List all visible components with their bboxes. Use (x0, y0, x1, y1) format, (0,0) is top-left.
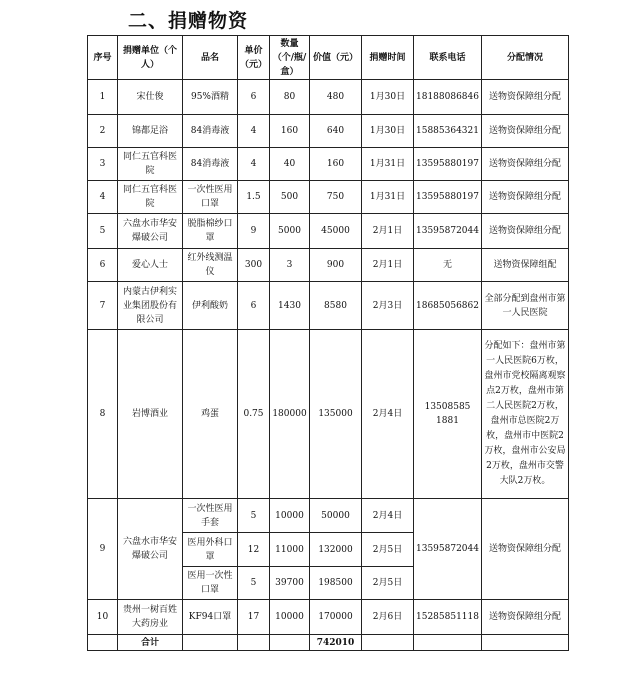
cell-item: KF94口罩 (183, 600, 238, 635)
cell-no: 6 (88, 249, 118, 282)
cell-value: 135000 (310, 330, 362, 499)
cell-donor: 同仁五官科医院 (118, 148, 183, 181)
header-cell: 单价（元） (238, 36, 270, 80)
cell-alloc: 送物资保障组分配 (482, 115, 569, 148)
cell-date: 2月6日 (362, 600, 414, 635)
cell-qty: 1430 (270, 282, 310, 330)
cell-alloc: 全部分配到盘州市第一人民医院 (482, 282, 569, 330)
cell-qty: 3 (270, 249, 310, 282)
header-cell: 品名 (183, 36, 238, 80)
cell-qty: 500 (270, 181, 310, 214)
cell-date: 1月30日 (362, 115, 414, 148)
table-row (88, 282, 569, 330)
cell-value: 750 (310, 181, 362, 214)
cell-item: 医用外科口罩 (183, 533, 238, 567)
cell-donor: 同仁五官科医院 (118, 181, 183, 214)
cell-date: 2月1日 (362, 214, 414, 249)
donation-table (87, 35, 569, 651)
cell-alloc: 送物资保障组分配 (482, 600, 569, 635)
cell-item: 鸡蛋 (183, 330, 238, 499)
cell-price: 1.5 (238, 181, 270, 214)
cell-donor: 岩博酒业 (118, 330, 183, 499)
table-row (88, 115, 569, 148)
header-cell: 捐赠单位（个人） (118, 36, 183, 80)
cell-phone: 15885364321 (414, 115, 482, 148)
cell-donor: 锦都足浴 (118, 115, 183, 148)
cell-value: 480 (310, 80, 362, 115)
cell-phone: 18685056862 (414, 282, 482, 330)
cell-price: 9 (238, 214, 270, 249)
cell-no: 4 (88, 181, 118, 214)
table-row (88, 148, 569, 181)
cell-qty: 5000 (270, 214, 310, 249)
cell-alloc: 送物资保障组配 (482, 249, 569, 282)
cell-value: 640 (310, 115, 362, 148)
cell-value: 132000 (310, 533, 362, 567)
cell-donor: 六盘水市华安爆破公司 (118, 499, 183, 600)
header-row (88, 36, 569, 80)
cell-item: 95%酒精 (183, 80, 238, 115)
cell-qty: 160 (270, 115, 310, 148)
cell-price: 300 (238, 249, 270, 282)
cell-donor: 宋仕俊 (118, 80, 183, 115)
cell-item: 伊利酸奶 (183, 282, 238, 330)
cell-price: 5 (238, 499, 270, 533)
header-cell: 捐赠时间 (362, 36, 414, 80)
cell-no: 9 (88, 499, 118, 600)
cell-price: 4 (238, 148, 270, 181)
cell-value: 198500 (310, 567, 362, 600)
cell-no: 3 (88, 148, 118, 181)
cell-alloc: 送物资保障组分配 (482, 214, 569, 249)
cell-no: 2 (88, 115, 118, 148)
cell-no: 8 (88, 330, 118, 499)
cell-phone: 18188086846 (414, 80, 482, 115)
table-row (88, 214, 569, 249)
cell-alloc: 送物资保障组分配 (482, 148, 569, 181)
cell-empty (414, 635, 482, 651)
cell-price: 12 (238, 533, 270, 567)
cell-date: 1月30日 (362, 80, 414, 115)
cell-date: 2月5日 (362, 533, 414, 567)
cell-date: 2月4日 (362, 330, 414, 499)
cell-item: 84消毒液 (183, 148, 238, 181)
cell-price: 17 (238, 600, 270, 635)
cell-empty (88, 635, 118, 651)
cell-phone: 无 (414, 249, 482, 282)
cell-price: 6 (238, 80, 270, 115)
cell-qty: 180000 (270, 330, 310, 499)
cell-qty: 80 (270, 80, 310, 115)
table-row (88, 330, 569, 499)
cell-alloc: 送物资保障组分配 (482, 181, 569, 214)
cell-date: 2月3日 (362, 282, 414, 330)
cell-qty: 10000 (270, 600, 310, 635)
cell-item: 84消毒液 (183, 115, 238, 148)
cell-empty (183, 635, 238, 651)
cell-price: 6 (238, 282, 270, 330)
cell-empty (362, 635, 414, 651)
cell-donor: 内蒙古伊利实业集团股份有限公司 (118, 282, 183, 330)
cell-empty (238, 635, 270, 651)
cell-no: 10 (88, 600, 118, 635)
cell-value: 8580 (310, 282, 362, 330)
total-label: 合计 (118, 635, 183, 651)
cell-value: 45000 (310, 214, 362, 249)
cell-item: 一次性医用手套 (183, 499, 238, 533)
cell-date: 2月1日 (362, 249, 414, 282)
cell-phone: 13508585 1881 (414, 330, 482, 499)
table-row (88, 181, 569, 214)
cell-date: 1月31日 (362, 181, 414, 214)
cell-qty: 10000 (270, 499, 310, 533)
cell-date: 1月31日 (362, 148, 414, 181)
total-value: 742010 (310, 635, 362, 651)
cell-phone: 13595872044 (414, 214, 482, 249)
cell-alloc: 送物资保障组分配 (482, 80, 569, 115)
cell-donor: 爱心人士 (118, 249, 183, 282)
header-cell: 数量（个/瓶/盒） (270, 36, 310, 80)
header-cell: 价值（元） (310, 36, 362, 80)
cell-value: 170000 (310, 600, 362, 635)
cell-donor: 六盘水市华安爆破公司 (118, 214, 183, 249)
table-row (88, 600, 569, 635)
cell-phone: 13595872044 (414, 499, 482, 600)
cell-date: 2月4日 (362, 499, 414, 533)
section-title: 二、捐赠物资 (128, 10, 249, 32)
table-row (88, 499, 569, 533)
cell-qty: 39700 (270, 567, 310, 600)
cell-donor: 贵州一树百姓大药房业 (118, 600, 183, 635)
cell-phone: 13595880197 (414, 148, 482, 181)
cell-no: 5 (88, 214, 118, 249)
cell-alloc: 送物资保障组分配 (482, 499, 569, 600)
cell-item: 脱脂棉纱口罩 (183, 214, 238, 249)
header-cell: 分配情况 (482, 36, 569, 80)
cell-phone: 15285851118 (414, 600, 482, 635)
cell-item: 医用一次性口罩 (183, 567, 238, 600)
cell-item: 一次性医用口罩 (183, 181, 238, 214)
cell-no: 7 (88, 282, 118, 330)
cell-value: 160 (310, 148, 362, 181)
total-row (88, 635, 569, 651)
table-row (88, 249, 569, 282)
cell-qty: 11000 (270, 533, 310, 567)
cell-date: 2月5日 (362, 567, 414, 600)
cell-phone: 13595880197 (414, 181, 482, 214)
cell-no: 1 (88, 80, 118, 115)
cell-value: 900 (310, 249, 362, 282)
cell-qty: 40 (270, 148, 310, 181)
cell-price: 0.75 (238, 330, 270, 499)
header-cell: 联系电话 (414, 36, 482, 80)
cell-item: 红外线测温仪 (183, 249, 238, 282)
table-row (88, 80, 569, 115)
cell-empty (482, 635, 569, 651)
cell-price: 5 (238, 567, 270, 600)
cell-price: 4 (238, 115, 270, 148)
header-cell: 序号 (88, 36, 118, 80)
cell-alloc: 分配如下：盘州市第一人民医院6万枚，盘州市党校隔离观察点2万枚，盘州市第二人民医院2万枚，盘州市总医院2万枚，盘州市中医院2万枚，盘州市公安局2万枚，盘州市交警大队2万枚。 (482, 330, 569, 499)
cell-value: 50000 (310, 499, 362, 533)
cell-empty (270, 635, 310, 651)
